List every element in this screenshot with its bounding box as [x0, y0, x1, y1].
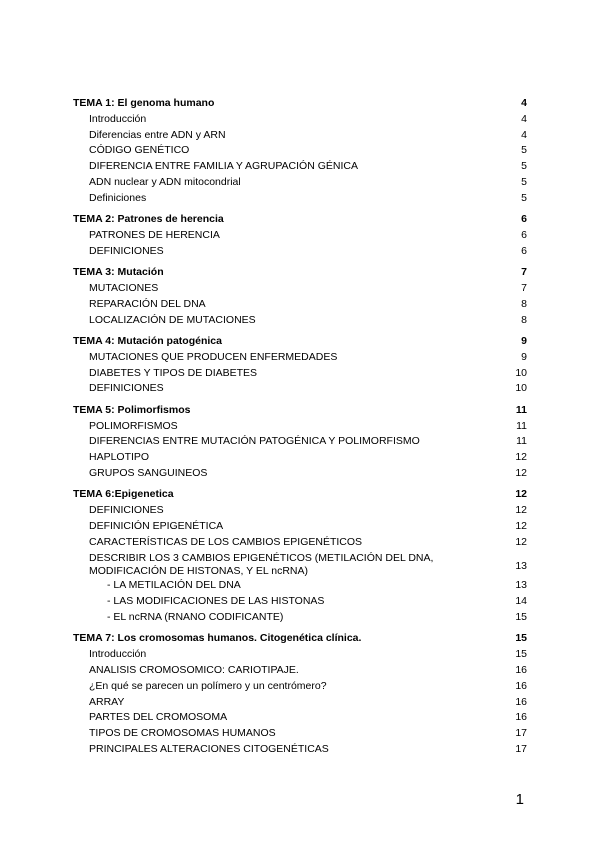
toc-entry-page: 12 — [515, 451, 527, 464]
toc-entry-title: DEFINICIONES — [89, 504, 164, 517]
toc-entry[interactable] — [73, 128, 527, 144]
toc-section — [73, 403, 527, 482]
toc-entry-page: 11 — [516, 419, 527, 432]
toc-entry-title: ADN nuclear y ADN mitocondrial — [89, 175, 241, 188]
toc-subentry-page: 14 — [515, 595, 527, 608]
toc-chapter-heading-page: 11 — [515, 403, 527, 416]
toc-entry-page: 7 — [521, 281, 527, 294]
toc-subentry-title: - EL ncRNA (RNANO CODIFICANTE) — [107, 611, 284, 624]
toc-entry-page: 5 — [521, 191, 527, 204]
toc-entry[interactable] — [73, 281, 527, 297]
toc-entry-page: 10 — [515, 382, 527, 395]
toc-entry[interactable] — [73, 535, 527, 551]
toc-chapter-heading[interactable] — [73, 212, 527, 228]
toc-chapter-heading[interactable] — [73, 403, 527, 419]
toc-entry-title: DESCRIBIR LOS 3 CAMBIOS EPIGENÉTICOS (METILACIÓN DEL DNA, MODIFICACIÓN DE HISTONAS, Y EL ncRNA) — [89, 552, 434, 577]
toc-subentry[interactable] — [73, 610, 527, 626]
toc-entry-title: Introducción — [89, 648, 147, 661]
toc-section — [73, 212, 527, 259]
toc-entry[interactable] — [73, 503, 527, 519]
toc-subentry-title: - LAS MODIFICACIONES DE LAS HISTONAS — [107, 595, 325, 608]
toc-entry-title: PARTES DEL CROMOSOMA — [89, 711, 228, 724]
toc-entry[interactable] — [73, 695, 527, 711]
toc-entry[interactable] — [73, 419, 527, 435]
toc-entry-title: CARACTERÍSTICAS DE LOS CAMBIOS EPIGENÉTICOS — [89, 535, 363, 548]
toc-entry[interactable] — [73, 350, 527, 366]
toc-subentry-page: 15 — [515, 611, 527, 624]
toc-chapter-heading[interactable] — [73, 334, 527, 350]
toc-entry-title: HAPLOTIPO — [89, 451, 150, 464]
toc-entry-page: 6 — [521, 244, 527, 257]
page-number: 1 — [515, 791, 524, 808]
toc-entry[interactable] — [73, 313, 527, 329]
toc-entry[interactable] — [73, 679, 527, 695]
toc-entry[interactable] — [73, 112, 527, 128]
toc-chapter-heading[interactable] — [73, 487, 527, 503]
toc-entry[interactable] — [73, 381, 527, 397]
toc-entry-page: 9 — [521, 350, 527, 363]
toc-section — [73, 96, 527, 207]
toc-entry-page: 10 — [515, 366, 527, 379]
toc-chapter-heading-title: TEMA 6:Epigenetica — [73, 488, 174, 501]
toc-entry-title: ANALISIS CROMOSOMICO: CARIOTIPAJE. — [89, 664, 299, 677]
toc-entry-page: 12 — [515, 535, 527, 548]
toc-chapter-heading[interactable] — [73, 631, 527, 647]
toc-chapter-heading[interactable] — [73, 265, 527, 281]
toc-entry[interactable] — [73, 726, 527, 742]
toc-chapter-heading-title: TEMA 5: Polimorfismos — [73, 403, 191, 416]
toc-chapter-heading-page: 12 — [515, 488, 527, 501]
toc-entry-page: 12 — [515, 466, 527, 479]
toc-entry[interactable] — [73, 742, 527, 758]
toc-section — [73, 265, 527, 328]
toc-entry[interactable] — [73, 228, 527, 244]
toc-entry-page: 5 — [521, 175, 527, 188]
toc-subentry-page: 13 — [515, 579, 527, 592]
toc-entry[interactable] — [73, 244, 527, 260]
toc-chapter-heading-page: 7 — [521, 266, 527, 279]
toc-entry[interactable] — [73, 466, 527, 482]
toc-entry-page: 6 — [521, 228, 527, 241]
toc-entry-title: DEFINICIONES — [89, 244, 164, 257]
toc-entry[interactable] — [73, 550, 527, 577]
toc-entry[interactable] — [73, 434, 527, 450]
toc-entry-page: 5 — [521, 144, 527, 157]
toc-subentry[interactable] — [73, 594, 527, 610]
toc-section — [73, 334, 527, 397]
toc-entry-page: 5 — [521, 160, 527, 173]
toc-entry-page: 8 — [521, 313, 527, 326]
toc-entry-title: MUTACIONES — [89, 281, 159, 294]
toc-entry-title: ¿En qué se parecen un polímero y un centrómero? — [89, 679, 327, 692]
toc-chapter-heading-page: 15 — [515, 632, 527, 645]
toc-chapter-heading-page: 6 — [521, 213, 527, 226]
toc-entry-title: POLIMORFISMOS — [89, 419, 178, 432]
toc-entry-title: Definiciones — [89, 191, 147, 204]
toc-entry-page: 11 — [516, 435, 527, 448]
toc-chapter-heading-title: TEMA 1: El genoma humano — [73, 97, 215, 109]
toc-entry-title: DEFINICIÓN EPIGENÉTICA — [89, 519, 224, 532]
toc-entry-page: 15 — [515, 648, 527, 661]
toc-section — [73, 487, 527, 626]
toc-chapter-heading-page: 9 — [521, 334, 527, 347]
toc-entry-title: Diferencias entre ADN y ARN — [89, 128, 226, 141]
toc-entry-page: 17 — [515, 727, 527, 740]
toc-chapter-heading-title: TEMA 7: Los cromosomas humanos. Citogenética clínica. — [73, 632, 362, 645]
toc-entry-title: CÓDIGO GENÉTICO — [89, 144, 190, 157]
toc-chapter-heading-page: 4 — [521, 97, 527, 109]
toc-entry-page: 16 — [515, 695, 527, 708]
toc-entry[interactable] — [73, 159, 527, 175]
toc-entry-page: 17 — [515, 743, 527, 756]
toc-entry-title: Introducción — [89, 112, 147, 125]
toc-entry-title: REPARACIÓN DEL DNA — [89, 297, 206, 310]
toc-entry-title: PATRONES DE HERENCIA — [89, 228, 220, 241]
toc-entry[interactable] — [73, 366, 527, 382]
toc-entry-page: 4 — [521, 112, 527, 125]
toc-entry-title: DEFINICIONES — [89, 382, 164, 395]
toc-entry-page: 12 — [515, 504, 527, 517]
toc-section — [73, 631, 527, 757]
toc-entry-title: ARRAY — [89, 695, 125, 708]
toc-entry-page: 16 — [515, 664, 527, 677]
toc-entry[interactable] — [73, 663, 527, 679]
toc-entry[interactable] — [73, 647, 527, 663]
toc-entry-title: DIABETES Y TIPOS DE DIABETES — [89, 366, 258, 379]
toc-entry-page: 13 — [515, 560, 527, 573]
toc-entry-title: GRUPOS SANGUINEOS — [89, 466, 208, 479]
toc-entry-page: 16 — [515, 679, 527, 692]
toc-entry[interactable] — [73, 175, 527, 191]
toc-entry[interactable] — [73, 450, 527, 466]
toc-chapter-heading-title: TEMA 4: Mutación patogénica — [73, 334, 222, 347]
toc-entry-title: LOCALIZACIÓN DE MUTACIONES — [89, 313, 256, 326]
toc-entry-title: DIFERENCIA ENTRE FAMILIA Y AGRUPACIÓN GÉNICA — [89, 160, 358, 173]
toc-entry-title: MUTACIONES QUE PRODUCEN ENFERMEDADES — [89, 350, 338, 363]
toc-chapter-heading-title: TEMA 3: Mutación — [73, 266, 164, 279]
toc-entry-title: DIFERENCIAS ENTRE MUTACIÓN PATOGÉNICA Y POLIMORFISMO — [89, 435, 420, 448]
toc-entry[interactable] — [73, 191, 527, 207]
toc-chapter-heading[interactable] — [73, 96, 527, 112]
toc-subentry-title: - LA METILACIÓN DEL DNA — [107, 579, 241, 592]
toc-entry-title: TIPOS DE CROMOSOMAS HUMANOS — [89, 727, 276, 740]
toc-subentry[interactable] — [73, 578, 527, 594]
toc-entry-page: 12 — [515, 519, 527, 532]
table-of-contents — [73, 96, 527, 758]
toc-entry-page: 8 — [521, 297, 527, 310]
toc-entry-page: 16 — [515, 711, 527, 724]
toc-entry[interactable] — [73, 143, 527, 159]
toc-entry[interactable] — [73, 519, 527, 535]
toc-entry[interactable] — [73, 710, 527, 726]
toc-entry-title: PRINCIPALES ALTERACIONES CITOGENÉTICAS — [89, 743, 329, 756]
toc-entry[interactable] — [73, 297, 527, 313]
toc-entry-page: 4 — [521, 128, 527, 141]
toc-chapter-heading-title: TEMA 2: Patrones de herencia — [73, 213, 224, 226]
